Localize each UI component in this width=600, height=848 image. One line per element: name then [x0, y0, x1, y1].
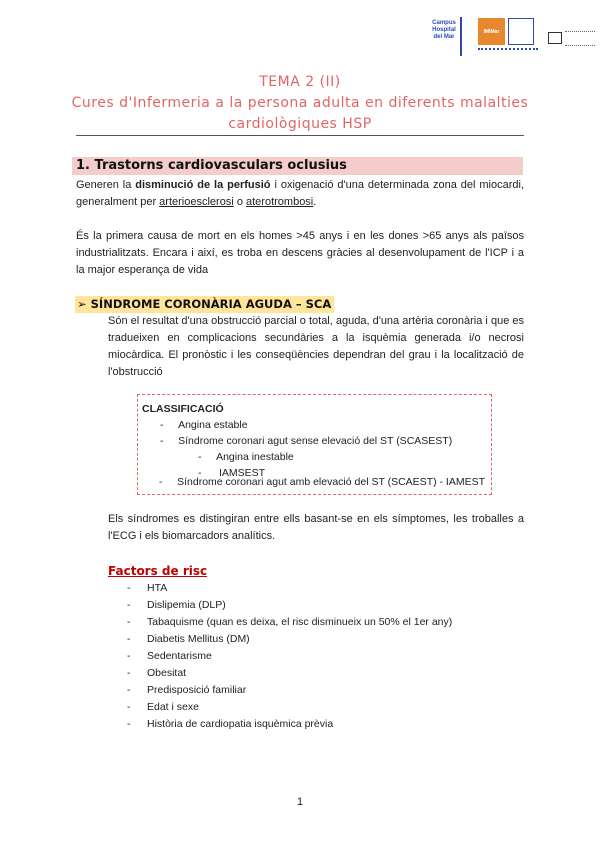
list-item: - Angina inestable: [198, 451, 294, 463]
list-item: - Síndrome coronari agut sense elevació del ST (SCASEST): [160, 435, 453, 447]
list-item: - Història de cardiopatia isquèmica prèvia: [127, 718, 334, 730]
list-item: - Diabetis Mellitus (DM): [127, 633, 250, 645]
title-line-2: Cures d'Infermeria a la persona adulta en diferents malalties: [71, 95, 529, 111]
university-logo: [508, 18, 534, 45]
logo-caption: [478, 48, 538, 54]
list-item: - Síndrome coronari agut amb elevació del ST (SCAEST) - IAMEST: [159, 476, 486, 488]
list-item: - Dislipemia (DLP): [127, 599, 226, 611]
paragraph: És la primera causa de mort en els homes >45 anys i en les dones >65 anys als països industrialitzats. Encara i així, es troba en descens gràcies al desenvolupament de l'ICP i a la major esperança de vida: [76, 230, 524, 276]
title-line-3: cardiològiques HSP: [228, 116, 372, 132]
paragraph: Generen la disminució de la perfusió i oxigenació d'una determinada zona del miocardi, generalment per arterioesclerosi o aterotrombosi.: [76, 179, 524, 208]
title-line-1: TEMA 2 (II): [259, 74, 341, 90]
paragraph: Els síndromes es distingiran entre ells basant-se en els símptomes, les troballes a l'ECG i els biomarcadors analítics.: [108, 513, 524, 542]
risk-factors-heading: Factors de risc: [108, 564, 208, 578]
title-divider: [76, 135, 524, 136]
list-item: - Tabaquisme (quan es deixa, el risc disminueix un 50% el 1er any): [127, 616, 453, 628]
list-item: - Angina estable: [160, 419, 248, 431]
imim-logo: IMIMar: [478, 18, 505, 45]
list-item: - Edat i sexe: [127, 701, 199, 713]
list-item: - Obesitat: [127, 667, 187, 679]
paragraph: Són el resultat d'una obstrucció parcial o total, aguda, d'una artèria coronària i que es tradueixen en complicacions secundàries a la isquèmia generada i/o necrosi miocàrdica. El pronòstic i les conseqüències dependran del grau i la localització de l'obstrucció: [108, 315, 524, 378]
subsection-heading: ➢ SÍNDROME CORONÀRIA AGUDA – SCA: [75, 296, 334, 313]
campus-hospital-del-mar-logo: Campus Hospital del Mar: [428, 17, 462, 56]
school-logo-text: [565, 31, 595, 46]
list-item: - Sedentarisme: [127, 650, 212, 662]
list-item: - HTA: [127, 582, 168, 594]
classification-title: CLASSIFICACIÓ: [142, 403, 224, 415]
page-number: 1: [296, 796, 304, 808]
section-heading: 1. Trastorns cardiovasculars oclusius: [72, 157, 523, 175]
list-item: - IAMSEST: [198, 467, 266, 479]
list-item: - Predisposició familiar: [127, 684, 247, 696]
school-logo: [548, 32, 562, 44]
